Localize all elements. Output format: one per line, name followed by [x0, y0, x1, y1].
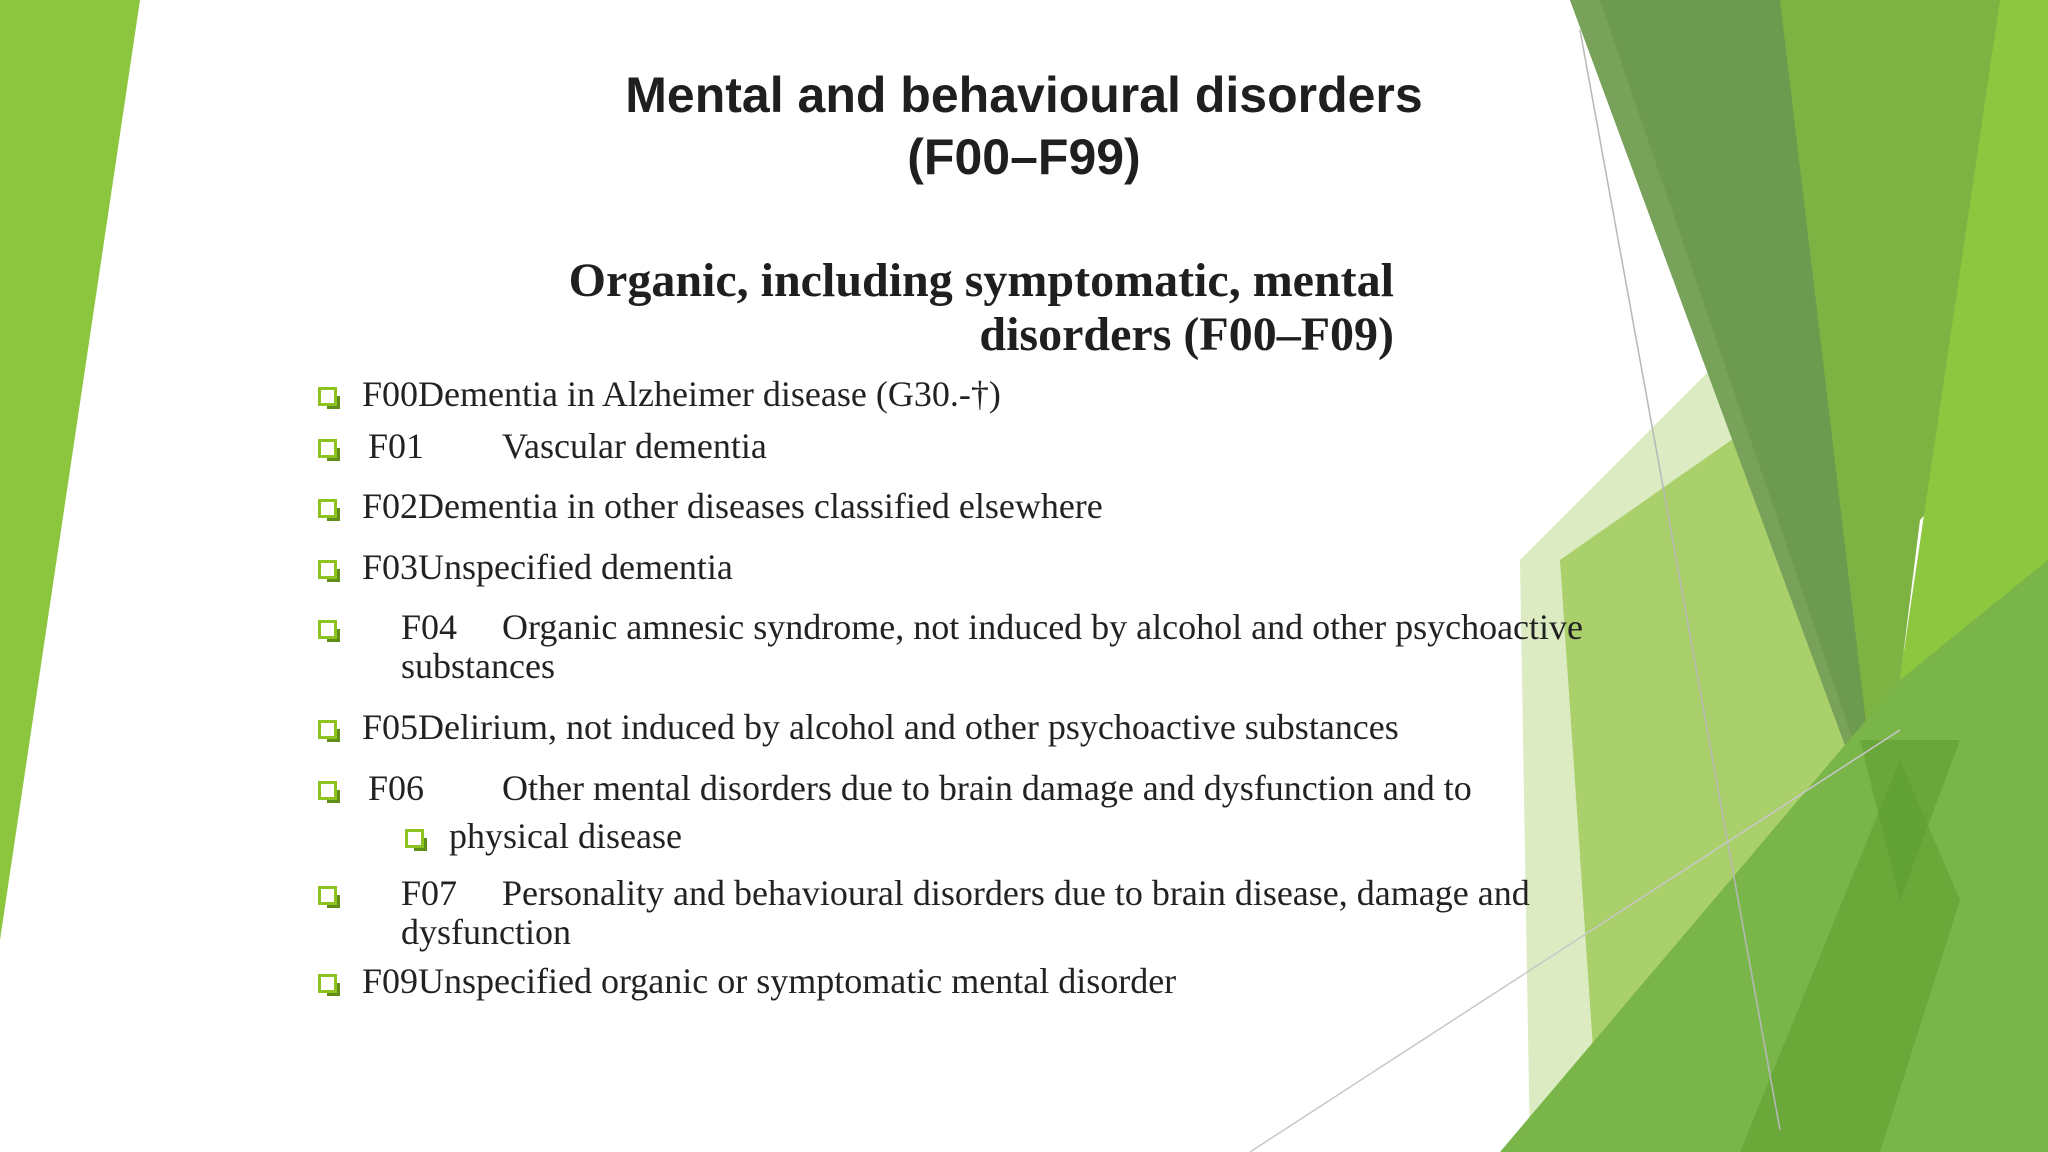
item-desc: Other mental disorders due to brain damage and dysfunction and to: [502, 768, 1472, 808]
item-desc-continued: substances: [401, 646, 555, 686]
bullet-icon: [318, 781, 337, 800]
item-code: F02: [362, 486, 419, 526]
title-line-2: (F00–F99): [907, 129, 1141, 185]
bullet-icon: [318, 387, 337, 406]
bullet-icon: [318, 886, 337, 905]
item-desc-continued: dysfunction: [401, 912, 571, 952]
slide-subtitle: [480, 254, 1394, 362]
bullet-icon: [318, 439, 337, 458]
item-desc: Dementia in Alzheimer disease (G30.-†): [418, 374, 1001, 414]
subtitle-line-2: disorders (F00–F09): [979, 308, 1394, 361]
subtitle-line-1: Organic, including symptomatic, mental: [568, 254, 1394, 307]
item-desc: Unspecified dementia: [418, 547, 733, 587]
sub-bullet-icon: [405, 829, 424, 848]
list-item-f00: [362, 375, 1001, 414]
list-item-f01: [368, 427, 767, 466]
item-code: F04: [401, 607, 458, 647]
list-item-f07: [401, 874, 1530, 952]
bullet-icon: [318, 499, 337, 518]
list-item-f02: [362, 487, 1103, 526]
item-first-line: [401, 608, 1583, 647]
item-code: F05: [362, 707, 419, 747]
item-code: F09: [362, 961, 419, 1001]
list-item-f03: [362, 548, 733, 587]
item-code: F06: [368, 768, 425, 808]
list-item-f06: [368, 769, 1472, 808]
item-code: F00: [362, 374, 419, 414]
title-line-1: Mental and behavioural disorders: [625, 67, 1423, 123]
item-desc: Personality and behavioural disorders due to brain disease, damage and: [502, 873, 1530, 913]
bullet-icon: [318, 720, 337, 739]
item-desc: Delirium, not induced by alcohol and other psychoactive substances: [418, 707, 1399, 747]
list-subitem-f06: [449, 817, 682, 856]
item-code: F03: [362, 547, 419, 587]
left-green-band: [0, 0, 140, 940]
item-desc: Vascular dementia: [502, 426, 767, 466]
list-item-f09: [362, 962, 1176, 1001]
item-code: F07: [401, 873, 458, 913]
list-item-f04: [401, 608, 1583, 686]
subitem-text: physical disease: [449, 816, 682, 856]
list-item-f05: [362, 708, 1399, 747]
item-first-line: [401, 874, 1530, 913]
bullet-icon: [318, 560, 337, 579]
item-desc: Dementia in other diseases classified elsewhere: [418, 486, 1103, 526]
item-desc: Organic amnesic syndrome, not induced by alcohol and other psychoactive: [502, 607, 1584, 647]
item-desc: Unspecified organic or symptomatic mental disorder: [418, 961, 1177, 1001]
bullet-icon: [318, 620, 337, 639]
bullet-icon: [318, 974, 337, 993]
item-code: F01: [368, 426, 425, 466]
slide-title: [560, 64, 1488, 188]
